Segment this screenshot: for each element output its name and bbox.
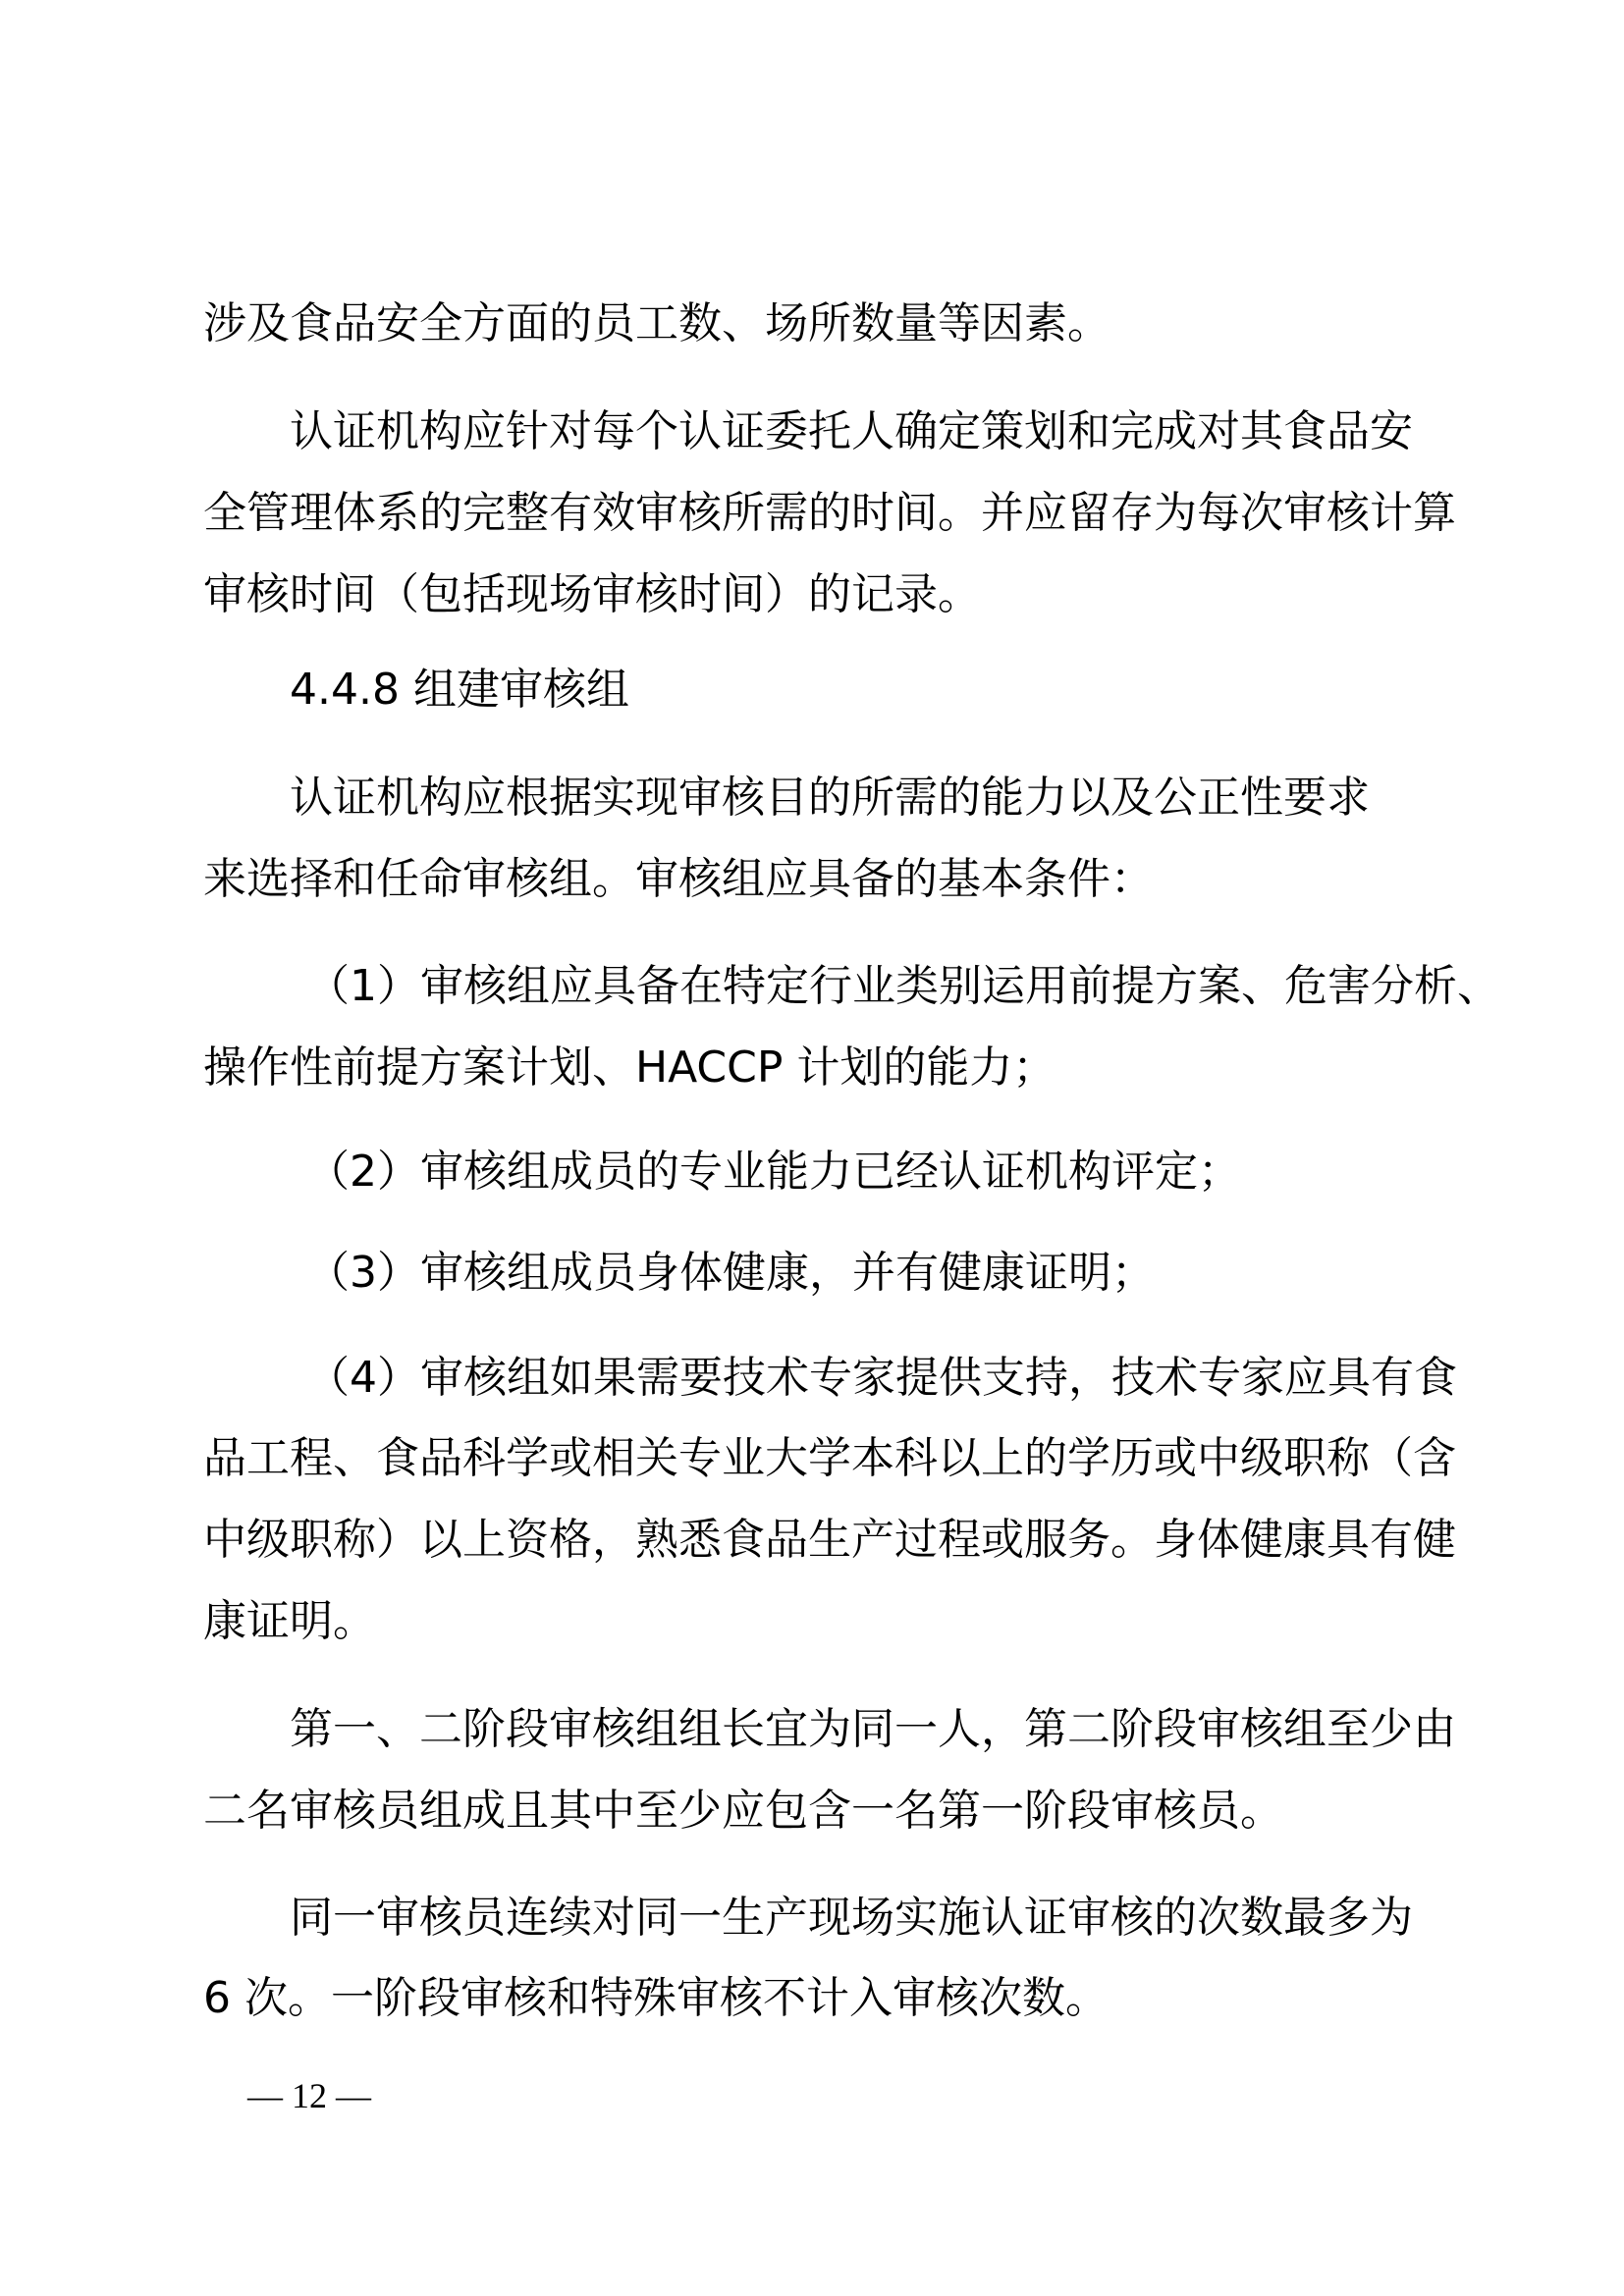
list-item-line: 操作性前提方案计划、HACCP 计划的能力；	[203, 1042, 1056, 1093]
text-line: 认证机构应针对每个认证委托人确定策划和完成对其食品安	[290, 406, 1413, 456]
text-line: 来选择和任命审核组。审核组应具备的基本条件：	[203, 854, 1154, 904]
text-line: 二名审核员组成且其中至少应包含一名第一阶段审核员。	[203, 1786, 1283, 1836]
text-line: 全管理体系的完整有效审核所需的时间。并应留存为每次审核计算	[203, 488, 1456, 538]
list-item-line: （3）审核组成员身体健康，并有健康证明；	[306, 1248, 1155, 1298]
list-item-line: （4）审核组如果需要技术专家提供支持，技术专家应具有食	[306, 1353, 1457, 1403]
text-line: 6 次。一阶段审核和特殊审核不计入审核次数。	[203, 1973, 1109, 2023]
list-item-line: 中级职称）以上资格，熟悉食品生产过程或服务。身体健康具有健	[203, 1515, 1456, 1565]
section-heading: 4.4.8 组建审核组	[290, 665, 629, 715]
text-line: 涉及食品安全方面的员工数、场所数量等因素。	[203, 298, 1110, 348]
page-number: — 12 —	[247, 2076, 371, 2115]
text-line: 认证机构应根据实现审核目的所需的能力以及公正性要求	[290, 773, 1370, 823]
text-line: 同一审核员连续对同一生产现场实施认证审核的次数最多为	[290, 1893, 1413, 1943]
list-item-line: （2）审核组成员的专业能力已经认证机构评定；	[306, 1147, 1241, 1197]
text-line: 审核时间（包括现场审核时间）的记录。	[203, 569, 981, 619]
list-item-line: 品工程、食品科学或相关专业大学本科以上的学历或中级职称（含	[203, 1433, 1456, 1483]
list-item-line: 康证明。	[203, 1596, 376, 1646]
text-line: 第一、二阶段审核组组长宜为同一人，第二阶段审核组至少由	[290, 1704, 1456, 1754]
list-item-line: （1）审核组应具备在特定行业类别运用前提方案、危害分析、	[306, 961, 1500, 1011]
